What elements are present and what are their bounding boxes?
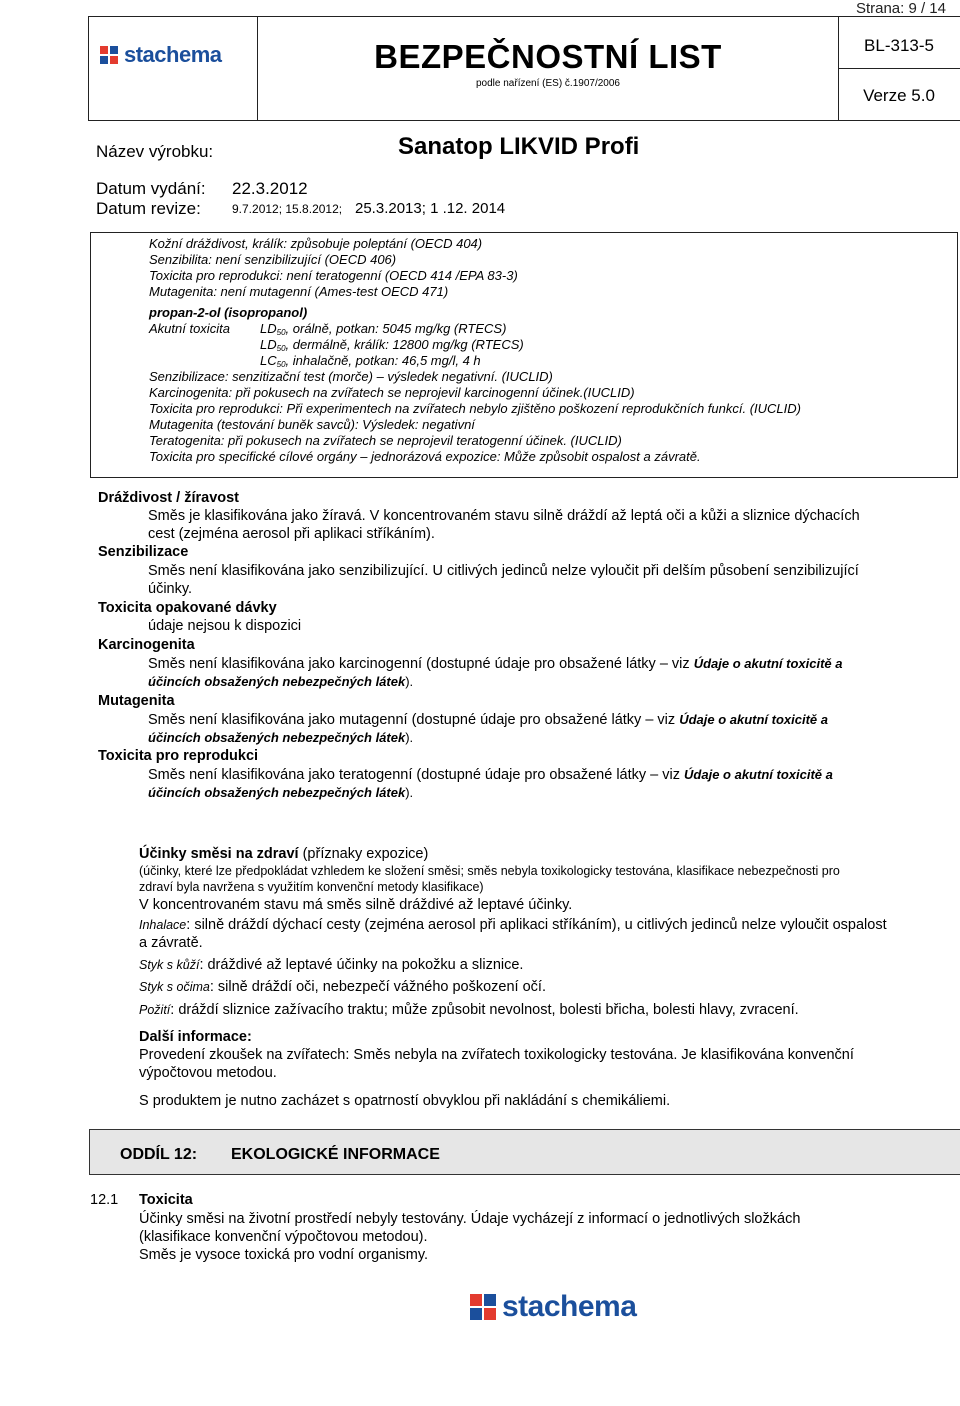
box-line: Toxicita pro reprodukci: není teratogenní (OECD 414 /EPA 83-3)	[149, 268, 518, 283]
concentrated-effect: V koncentrovaném stavu má směs silně dráždivé až leptavé účinky.	[139, 897, 573, 913]
more-info-text-1: Provedení zkoušek na zvířatech: Směs nebyla na zvířatech toxikologicky testována. Je klasifikována konvenční	[139, 1047, 854, 1063]
mutagenicity-text	[148, 711, 828, 729]
box-line: Kožní dráždivost, králík: způsobuje poleptání (OECD 404)	[149, 236, 483, 251]
page-number: Strana: 9 / 14	[855, 0, 946, 17]
header-logo-cell	[88, 16, 258, 121]
revision-dates-late: 25.3.2013; 1 .12. 2014	[355, 200, 506, 217]
health-effects-heading	[139, 845, 428, 863]
effects-note-2: zdraví byla navržena s využitím konvenční metody klasifikace)	[139, 880, 484, 894]
ld-symbol: LD	[260, 337, 277, 352]
document-version: Verze 5.0	[863, 86, 935, 105]
toxicity-text-1: Účinky směsi na životní prostředí nebyly testovány. Údaje vycházejí z informací o jednotlivých složkách	[139, 1211, 801, 1227]
inhalation-text: : silně dráždí dýchací cesty (zejména aerosol při aplikaci stříkáním), u citlivých jedinců nelze vyloučit ospalost	[186, 917, 887, 933]
header-divider	[838, 68, 960, 69]
effects-note-1: (účinky, které lze předpokládat vzhledem ke složení směsi; směs nebyla toxikologicky testována, klasifikace nebezpečnosti pro	[139, 864, 840, 878]
section-12-header-box	[89, 1129, 960, 1175]
tox-text: Směs není klasifikována jako teratogenní (dostupné údaje pro obsažené látky – viz	[148, 767, 685, 783]
issue-label: Datum vydání:	[96, 179, 206, 198]
sensitization-text-2: účinky.	[148, 581, 193, 597]
ingestion	[139, 1001, 799, 1019]
issue-date: 22.3.2012	[232, 179, 308, 198]
lc-inhal-text: , inhalačně, potkan: 46,5 mg/l, 4 h	[285, 353, 481, 368]
more-info-text-2: výpočtovou metodou.	[139, 1065, 277, 1081]
lc-symbol: LC	[260, 353, 277, 368]
ref-link-b: účincích obsažených nebezpečných látek	[148, 674, 406, 689]
box-line: Karcinogenita: při pokusech na zvířatech se neprojevil karcinogenní účinek.(IUCLID)	[149, 385, 635, 400]
irritation-heading: Dráždivost / žíravost	[98, 490, 240, 506]
repeated-dose-text: údaje nejsou k dispozici	[148, 618, 302, 634]
subsection-title: Toxicita	[139, 1192, 193, 1208]
skin-text: : dráždivé až leptavé účinky na pokožku a sliznice.	[199, 957, 524, 973]
ref-link-b: účincích obsažených nebezpečných látek	[148, 785, 406, 800]
ref-link-a: Údaje o akutní toxicitě a	[684, 767, 833, 782]
document-title: BEZPEČNOSTNÍ LIST	[374, 38, 722, 75]
subsection-number: 12.1	[90, 1192, 119, 1208]
ref-link-b: účincích obsažených nebezpečných látek	[148, 730, 406, 745]
ref-end: ).	[405, 785, 414, 800]
substance-name: propan-2-ol (isopropanol)	[149, 305, 308, 320]
irritation-text-2: cest (zejména aerosol při aplikaci stříkáním).	[148, 526, 435, 542]
inhalation-label: Inhalace	[139, 918, 187, 932]
section-12-title: EKOLOGICKÉ INFORMACE	[231, 1146, 440, 1163]
acute-toxicity-label: Akutní toxicita	[149, 321, 230, 336]
subscript-50: 50	[276, 360, 286, 369]
ref-end: ).	[405, 674, 414, 689]
irritation-text-1: Směs je klasifikována jako žíravá. V koncentrovaném stavu silně dráždí až leptá oči a kůži a sliznice dýchacích	[148, 508, 860, 524]
ld-oral-text: , orálně, potkan: 5045 mg/kg (RTECS)	[285, 321, 507, 336]
sensitization-text-1: Směs není klasifikována jako senzibilizující. U citlivých jedinců nelze vyloučit při delším působení senzibilizující	[148, 563, 859, 579]
box-line: Teratogenita: při pokusech na zvířatech se neprojevil teratogenní účinek. (IUCLID)	[149, 433, 622, 448]
logo-mark-icon	[98, 44, 120, 66]
skin-label: Styk s kůží	[139, 958, 200, 972]
ref-link-a: Údaje o akutní toxicitě a	[693, 656, 843, 671]
health-effects-subtitle: (příznaky expozice)	[298, 846, 429, 862]
document-code: BL-313-5	[864, 36, 934, 55]
box-lines-top	[149, 236, 949, 300]
ld-dermal-text: , dermálně, králík: 12800 mg/kg (RTECS)	[285, 337, 524, 352]
logo-text: stachema	[124, 42, 222, 67]
skin-contact	[139, 956, 523, 974]
mutagenicity-heading: Mutagenita	[98, 693, 175, 709]
handling-note: S produktem je nutno zacházet s opatrností obvyklou při nakládání s chemikáliemi.	[139, 1093, 671, 1109]
box-line: Senzibilita: není senzibilizující (OECD 406)	[149, 252, 397, 267]
product-label: Název výrobku:	[96, 142, 214, 161]
box-line: Toxicita pro specifické cílové orgány – jednorázová expozice: Může způsobit ospalost a závratě.	[149, 449, 701, 464]
eye-label: Styk s očima	[139, 980, 210, 994]
carc-text: Směs není klasifikována jako karcinogenní (dostupné údaje pro obsažené látky – viz	[148, 656, 694, 672]
health-effects-title: Účinky směsi na zdraví	[139, 846, 299, 862]
revision-dates-early: 9.7.2012; 15.8.2012;	[232, 202, 343, 216]
box-line: Mutagenita (testování buněk savců): Výsledek: negativní	[149, 417, 475, 432]
reproductive-toxicity-ref	[148, 784, 413, 802]
stachema-logo	[98, 42, 222, 68]
carcinogenicity-heading: Karcinogenita	[98, 637, 195, 653]
carcinogenicity-text	[148, 655, 843, 673]
ref-link-a: Údaje o akutní toxicitě a	[679, 712, 829, 727]
more-info-heading: Další informace:	[139, 1029, 252, 1045]
box-line: Mutagenita: není mutagenní (Ames-test OECD 471)	[149, 284, 449, 299]
reproductive-toxicity-heading: Toxicita pro reprodukci	[98, 748, 259, 764]
eye-contact	[139, 978, 546, 996]
mutagenicity-ref	[148, 729, 413, 747]
footer-stachema-logo	[468, 1290, 636, 1324]
sensitization-heading: Senzibilizace	[98, 544, 189, 560]
subscript-50: 50	[276, 328, 286, 337]
product-name: Sanatop LIKVID Profi	[398, 133, 640, 160]
logo-mark-icon	[468, 1292, 498, 1322]
box-line: Senzibilizace: senzitizační test (morče) – výsledek negativní. (IUCLID)	[149, 369, 553, 384]
box-lines-bottom	[149, 369, 949, 465]
toxicity-text-3: Směs je vysoce toxická pro vodní organismy.	[139, 1247, 429, 1263]
toxicity-text-2: (klasifikace konvenční výpočtovou metodou).	[139, 1229, 428, 1245]
box-line: Toxicita pro reprodukci: Při experimentech na zvířatech nebylo zjištěno poškození reprodukčních funkcí. (IUCLID)	[149, 401, 801, 416]
repeated-dose-heading: Toxicita opakované dávky	[98, 600, 277, 616]
inhalation-line-2: a závratě.	[139, 935, 203, 951]
ref-end: ).	[405, 730, 414, 745]
carcinogenicity-ref	[148, 673, 413, 691]
eye-text: : silně dráždí oči, nebezpečí vážného poškození očí.	[209, 979, 546, 995]
reproductive-toxicity-text	[148, 766, 833, 784]
ingestion-label: Požití	[139, 1003, 171, 1017]
document-subtitle: podle nařízení (ES) č.1907/2006	[476, 78, 620, 89]
inhalation-line-1	[139, 916, 887, 934]
section-12-number: ODDÍL 12:	[120, 1146, 198, 1163]
logo-text: stachema	[502, 1290, 637, 1323]
ingestion-text: : dráždí sliznice zažívacího traktu; může způsobit nevolnost, bolesti břicha, bolesti hlavy, zvracení.	[170, 1002, 799, 1018]
subscript-50: 50	[276, 344, 286, 353]
mut-text: Směs není klasifikována jako mutagenní (dostupné údaje pro obsažené látky – viz	[148, 712, 680, 728]
revision-label: Datum revize:	[96, 199, 201, 218]
ld-symbol: LD	[260, 321, 277, 336]
